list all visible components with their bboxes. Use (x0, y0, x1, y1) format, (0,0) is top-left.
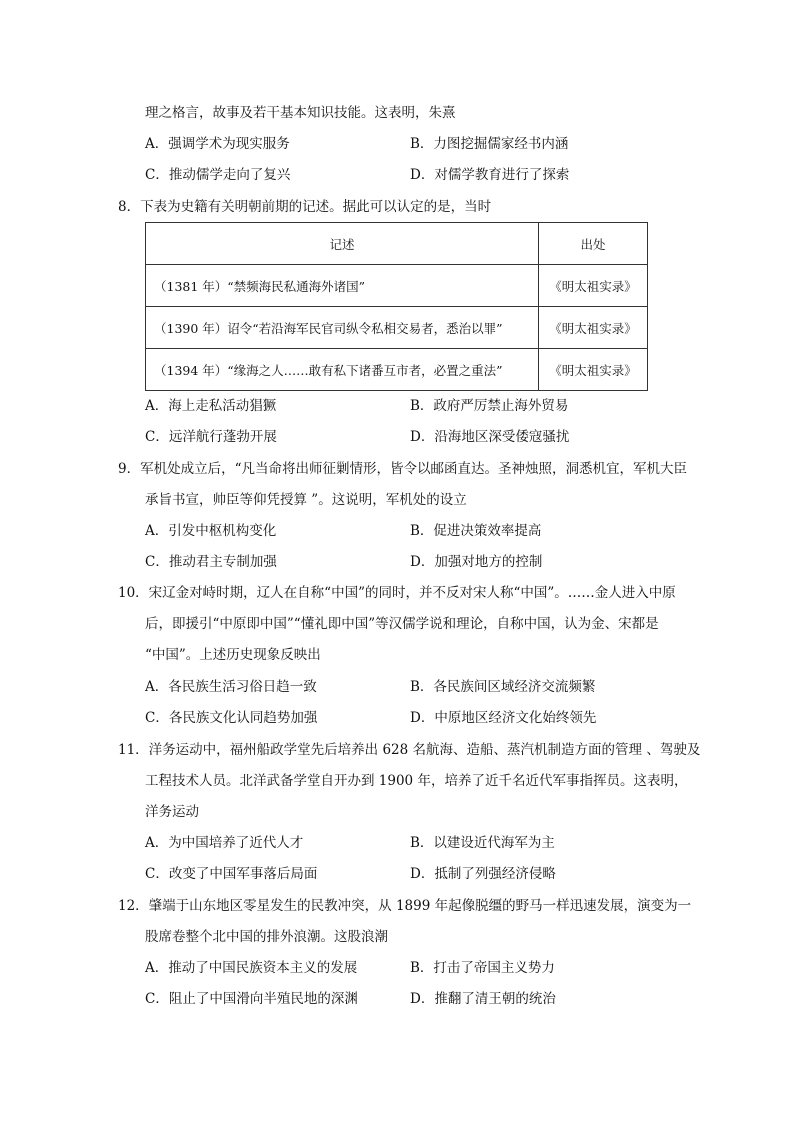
q12-option-c[interactable]: C．阻止了中国滑向半殖民地的深渊 (145, 991, 358, 1007)
q8-option-b[interactable]: B．政府严厉禁止海外贸易 (410, 398, 569, 414)
table-header-record: 记述 (146, 223, 539, 265)
q8-option-d[interactable]: D．沿海地区深受倭寇骚扰 (410, 429, 570, 445)
q10-stem-line-3: “中国”。上述历史现象反映出 (145, 647, 321, 663)
q8-stem: 8．下表为史籍有关明朝前期的记述。据此可以认定的是，当时 (118, 199, 492, 215)
q12-option-b[interactable]: B．打击了帝国主义势力 (410, 960, 555, 976)
q11-option-a[interactable]: A．为中国培养了近代人才 (145, 835, 304, 851)
q11-stem-line-3: 洋务运动 (145, 804, 199, 820)
q7-option-c[interactable]: C．推动儒学走向了复兴 (145, 167, 291, 183)
q10-stem-line-2: 后，即援引“中原即中国”“懂礼即中国”等汉儒学说和理论，自称中国，认为金、宋都是 (145, 616, 659, 632)
q10-option-d[interactable]: D．中原地区经济文化始终领先 (410, 710, 597, 726)
table-cell-source: 《明太祖实录》 (539, 265, 648, 307)
q7-continuation: 理之格言，故事及若干基本知识技能。这表明，朱熹 (145, 105, 456, 121)
q9-option-b[interactable]: B．促进决策效率提高 (410, 523, 542, 539)
q10-option-b[interactable]: B．各民族间区域经济交流频繁 (410, 679, 596, 695)
table-cell-record: （1381 年）“禁频海民私通海外诸国” (146, 265, 539, 307)
q10-stem-line-1: 10．宋辽金对峙时期，辽人在自称“中国”的同时，并不反对宋人称“中国”。……金人进入中原 (118, 585, 676, 601)
table-cell-source: 《明太祖实录》 (539, 307, 648, 349)
table-header-source: 出处 (539, 223, 648, 265)
table-row (146, 265, 648, 307)
q7-option-d[interactable]: D．对儒学教育进行了探索 (410, 167, 570, 183)
q8-source-table (145, 222, 648, 391)
q8-option-c[interactable]: C．远洋航行蓬勃开展 (145, 429, 277, 445)
table-row (146, 307, 648, 349)
table-cell-record: （1390 年）诏令“若沿海军民官司纵令私相交易者，悉治以罪” (146, 307, 539, 349)
q12-stem-line-1: 12．肇端于山东地区零星发生的民教冲突，从 1899 年起像脱缰的野马一样迅速发展，演变为一 (118, 898, 692, 914)
q11-option-d[interactable]: D．抵制了列强经济侵略 (410, 866, 556, 882)
q9-option-a[interactable]: A．引发中枢机构变化 (145, 523, 277, 539)
q11-option-c[interactable]: C．改变了中国军事落后局面 (145, 866, 318, 882)
q9-stem-line-1: 9．军机处成立后，“凡当命将出师征剿情形，皆令以邮函直达。圣神烛照，洞悉机宜，军机大臣 (118, 461, 687, 477)
q11-stem-line-2: 工程技术人员。北洋武备学堂自开办到 1900 年，培养了近千名近代军事指挥员。这表明， (145, 773, 688, 789)
table-cell-source: 《明太祖实录》 (539, 349, 648, 391)
table-header-row (146, 223, 648, 265)
q10-option-c[interactable]: C．各民族文化认同趋势加强 (145, 710, 318, 726)
q10-option-a[interactable]: A．各民族生活习俗日趋一致 (145, 679, 317, 695)
q11-option-b[interactable]: B．以建设近代海军为主 (410, 835, 555, 851)
table-row (146, 349, 648, 391)
q9-option-c[interactable]: C．推动君主专制加强 (145, 554, 277, 570)
q8-option-a[interactable]: A．海上走私活动猖獗 (145, 398, 277, 414)
q9-stem-line-2: 承旨书宣，帅臣等仰凭授算 ”。这说明，军机处的设立 (145, 492, 467, 508)
q12-option-d[interactable]: D．推翻了清王朝的统治 (410, 991, 556, 1007)
q11-stem-line-1: 11．洋务运动中，福州船政学堂先后培养出 628 名航海、造船、蒸汽机制造方面的管理 、驾驶及 (118, 742, 701, 758)
q7-option-b[interactable]: B．力图挖掘儒家经书内涵 (410, 136, 569, 152)
q9-option-d[interactable]: D．加强对地方的控制 (410, 554, 543, 570)
table-cell-record: （1394 年）“缘海之人……敢有私下诸番互市者，必置之重法” (146, 349, 539, 391)
q7-option-a[interactable]: A．强调学术为现实服务 (145, 136, 290, 152)
q12-option-a[interactable]: A．推动了中国民族资本主义的发展 (145, 960, 358, 976)
q12-stem-line-2: 股席卷整个北中国的排外浪潮。这股浪潮 (145, 929, 388, 945)
